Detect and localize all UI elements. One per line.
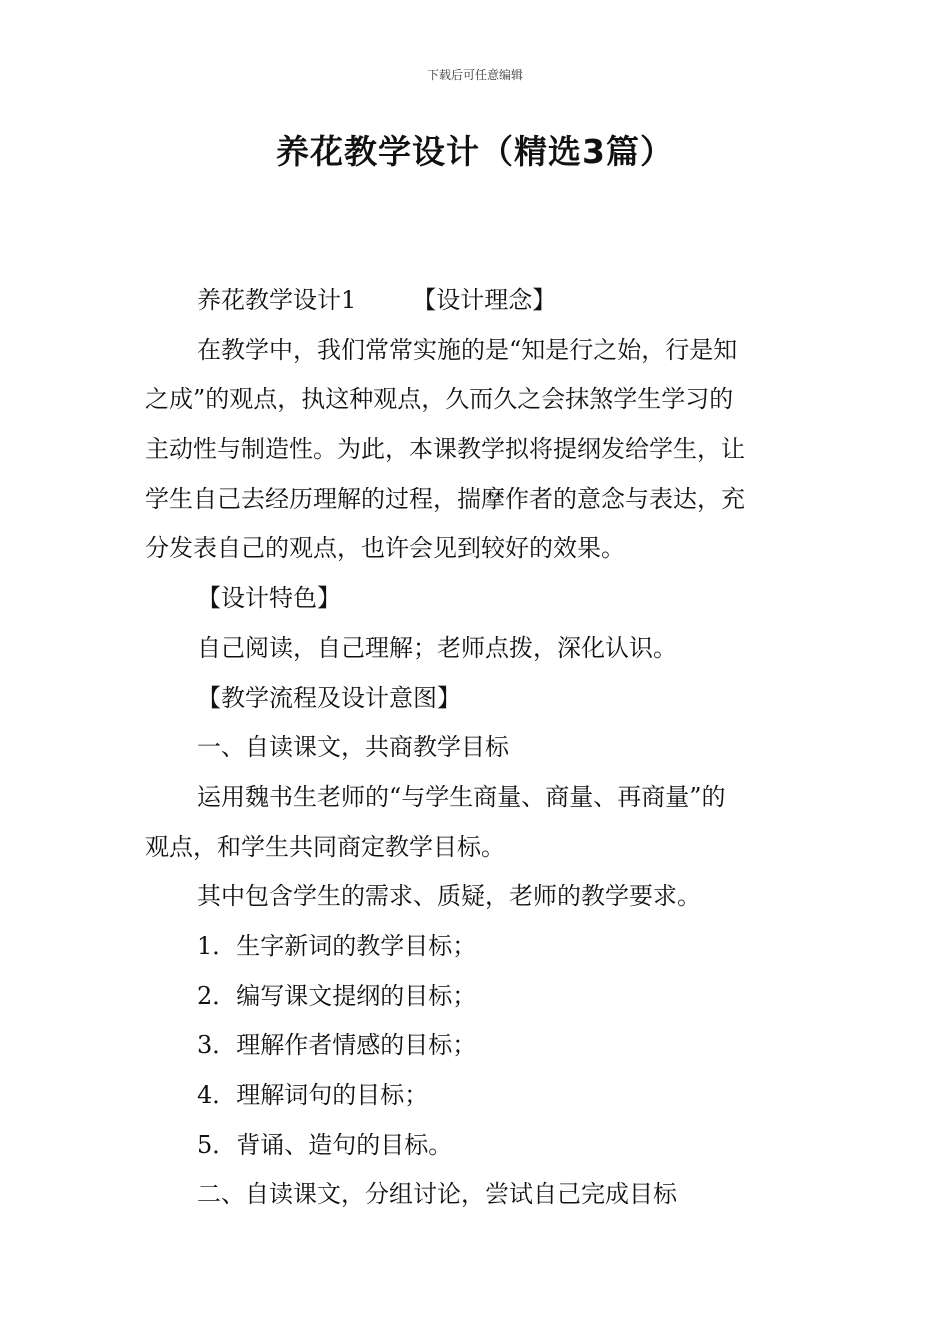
page-title: 养花教学设计（精选3篇） <box>276 132 674 171</box>
paragraph-line: 观点，和学生共同商定教学目标。 <box>145 832 505 861</box>
feature-text: 自己阅读，自己理解；老师点拨，深化认识。 <box>197 633 677 662</box>
document-body <box>145 276 810 1220</box>
goal-item: 4．理解词句的目标； <box>197 1081 429 1109</box>
step1-note: 其中包含学生的需求、质疑，老师的教学要求。 <box>197 882 701 911</box>
paragraph-line: 分发表自己的观点，也许会见到较好的效果。 <box>145 534 625 563</box>
paragraph-line: 学生自己去经历理解的过程，揣摩作者的意念与表达，充 <box>145 484 745 513</box>
step1-heading: 一、自读课文，共商教学目标 <box>197 733 509 762</box>
paragraph-line: 运用魏书生老师的“与学生商量、商量、再商量”的 <box>197 782 726 811</box>
paragraph-line: 主动性与制造性。为此，本课教学拟将提纲发给学生，让 <box>145 435 745 464</box>
section-heading-line <box>145 276 810 326</box>
step2-heading: 二、自读课文，分组讨论，尝试自己完成目标 <box>197 1180 677 1209</box>
feature-label: 【设计特色】 <box>197 584 341 613</box>
header-note: 下载后可任意编辑 <box>426 68 523 82</box>
goal-item: 5．背诵、造句的目标。 <box>197 1130 453 1159</box>
paragraph-line: 之成”的观点，执这种观点，久而久之会抹煞学生学习的 <box>145 385 734 414</box>
goal-item: 2．编写课文提纲的目标； <box>197 981 477 1010</box>
goal-item: 1．生字新词的教学目标； <box>197 931 477 960</box>
paragraph-line: 在教学中，我们常常实施的是“知是行之始，行是知 <box>197 335 738 364</box>
flow-label: 【教学流程及设计意图】 <box>197 683 461 712</box>
section-heading: 养花教学设计1 <box>197 286 357 314</box>
goal-item: 3．理解作者情感的目标； <box>197 1031 477 1060</box>
concept-label: 【设计理念】 <box>412 286 557 314</box>
